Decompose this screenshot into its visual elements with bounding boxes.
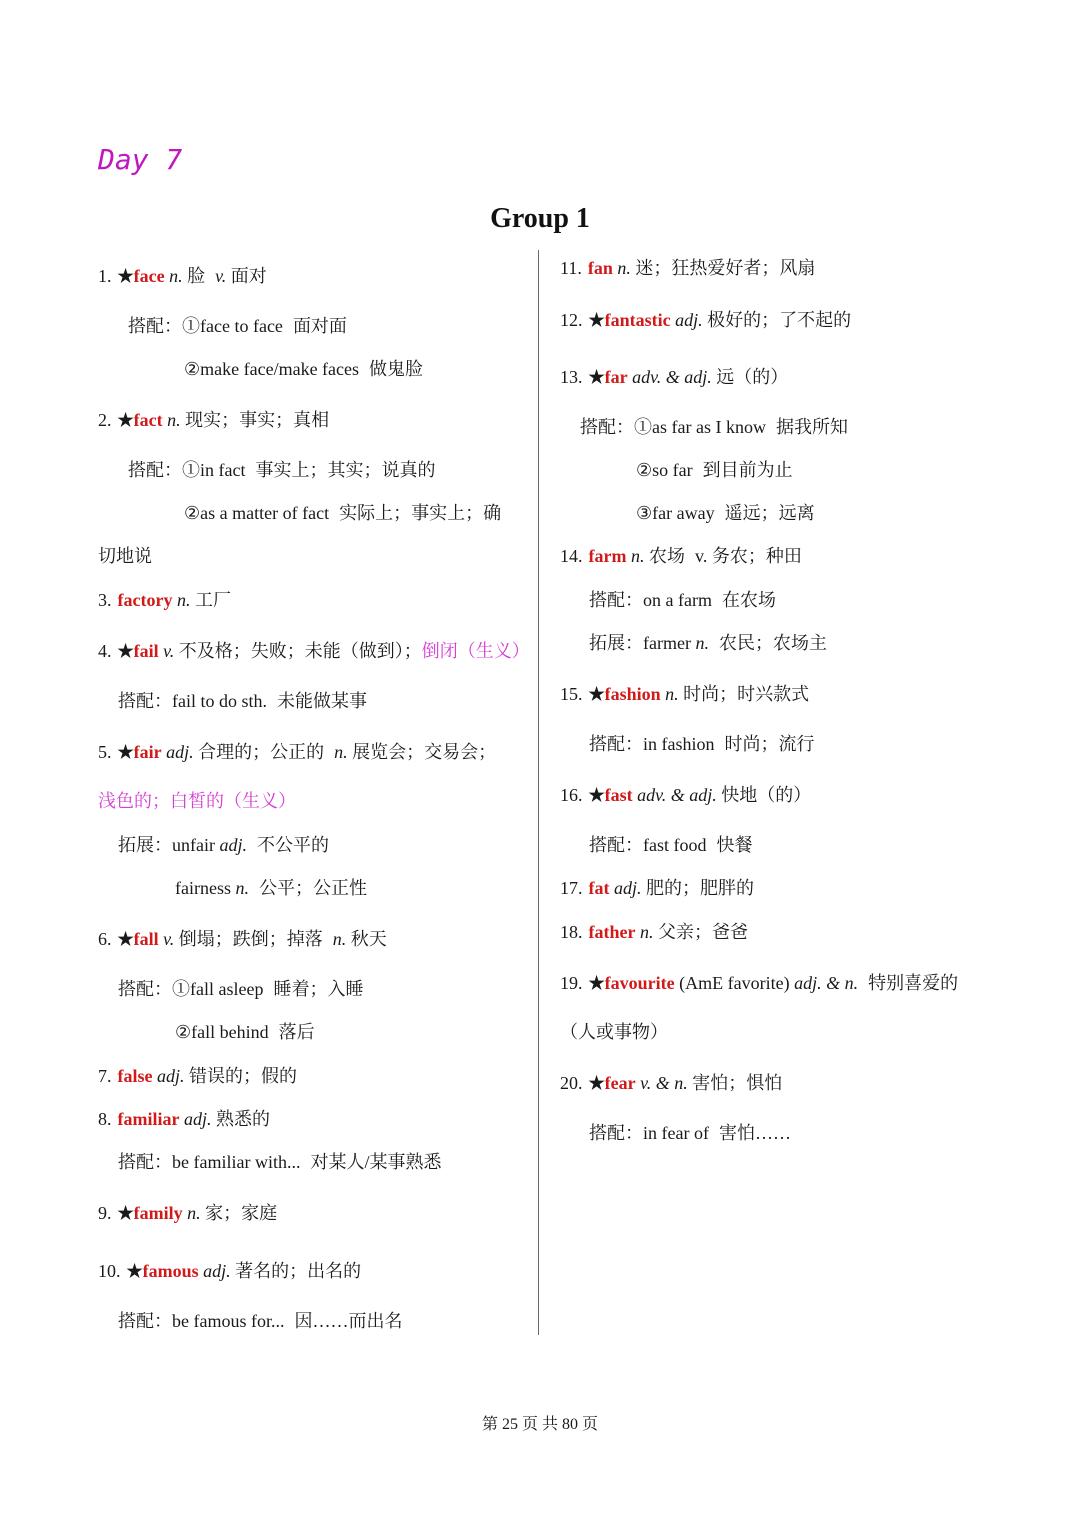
headword: far: [604, 367, 628, 387]
entry-5: 5. ★fair adj. 合理的；公正的 n. 展览会；交易会；: [98, 742, 497, 762]
extension-line: 拓展：farmer n. 农民；农场主: [589, 633, 827, 653]
headword: farm: [588, 546, 627, 566]
collocation-line: 搭配：①face to face 面对面: [128, 316, 347, 336]
extension-line: fairness n. 公平；公正性: [175, 878, 367, 898]
collocation-line: 搭配：in fear of 害怕……: [589, 1123, 791, 1143]
collocation-line: 搭配：in fashion 时尚；流行: [589, 734, 815, 754]
collocation-line: 搭配：①fall asleep 睡着；入睡: [118, 979, 364, 999]
entry-7: 7. false adj. 错误的；假的: [98, 1066, 298, 1086]
collocation-line: 搭配：①in fact 事实上；其实；说真的: [128, 460, 436, 480]
headword: fair: [133, 742, 162, 762]
collocation-line: 搭配：be familiar with... 对某人/某事熟悉: [118, 1152, 442, 1172]
entry-13: 13. ★far adv. & adj. 远（的）: [560, 367, 789, 387]
collocation-line: ③far away 遥远；远离: [636, 503, 815, 523]
headword: fat: [588, 878, 610, 898]
headword: fall: [133, 929, 159, 949]
entry-18: 18. father n. 父亲；爸爸: [560, 922, 748, 942]
entry-2: 2. ★fact n. 现实；事实；真相: [98, 410, 330, 430]
headword: false: [117, 1066, 153, 1086]
headword: family: [133, 1203, 183, 1223]
entry-16: 16. ★fast adv. & adj. 快地（的）: [560, 785, 812, 805]
extension-line: 拓展：unfair adj. 不公平的: [118, 835, 329, 855]
entry-20: 20. ★fear v. & n. 害怕；惧怕: [560, 1073, 783, 1093]
collocation-line: 搭配：fail to do sth. 未能做某事: [118, 691, 367, 711]
headword: fantastic: [604, 310, 671, 330]
entry-15: 15. ★fashion n. 时尚；时兴款式: [560, 684, 810, 704]
entry-8: 8. familiar adj. 熟悉的: [98, 1109, 270, 1129]
collocation-continuation: 切地说: [98, 546, 152, 566]
headword: face: [133, 266, 165, 286]
collocation-line: ②so far 到目前为止: [636, 460, 793, 480]
collocation-line: ②as a matter of fact 实际上；事实上；确: [184, 503, 502, 523]
headword: fact: [133, 410, 163, 430]
collocation-line: ②make face/make faces 做鬼脸: [184, 359, 424, 379]
entry-4: 4. ★fail v. 不及格；失败；未能（做到）；倒闭（生义）: [98, 641, 530, 661]
collocation-line: 搭配：be famous for... 因……而出名: [118, 1311, 403, 1331]
headword: fast: [604, 785, 633, 805]
collocation-line: 搭配：①as far as I know 据我所知: [580, 417, 848, 437]
headword: fear: [604, 1073, 636, 1093]
extra-meaning: 浅色的；白皙的（生义）: [98, 791, 296, 811]
headword: favourite: [604, 973, 675, 993]
day-title: Day 7: [98, 143, 183, 176]
column-divider: [538, 250, 539, 1335]
entry-6: 6. ★fall v. 倒塌；跌倒；掉落 n. 秋天: [98, 929, 387, 949]
entry-12: 12. ★fantastic adj. 极好的；了不起的: [560, 310, 852, 330]
collocation-line: 搭配：fast food 快餐: [589, 835, 753, 855]
entry-11: 11. fan n. 迷；狂热爱好者；风扇: [560, 258, 816, 278]
entry-17: 17. fat adj. 肥的；肥胖的: [560, 878, 755, 898]
entry-19: 19. ★favourite (AmE favorite) adj. & n. 特别喜爱的: [560, 973, 959, 993]
headword: fail: [133, 641, 159, 661]
group-title: Group 1: [490, 203, 590, 234]
collocation-line: 搭配：on a farm 在农场: [589, 590, 776, 610]
headword: father: [588, 922, 636, 942]
collocation-line: ②fall behind 落后: [175, 1022, 315, 1042]
headword: fashion: [604, 684, 661, 704]
headword: factory: [117, 590, 173, 610]
headword: famous: [142, 1261, 199, 1281]
entry-1: 1. ★face n. 脸 v. 面对: [98, 266, 267, 286]
entry-3: 3. factory n. 工厂: [98, 590, 231, 610]
headword: familiar: [117, 1109, 180, 1129]
entry-10: 10. ★famous adj. 著名的；出名的: [98, 1261, 362, 1281]
entry-14: 14. farm n. 农场 v. 务农；种田: [560, 546, 802, 566]
entry-9: 9. ★family n. 家；家庭: [98, 1203, 278, 1223]
page-footer: 第 25 页 共 80 页: [481, 1416, 598, 1433]
headword: fan: [587, 258, 613, 278]
meaning-continuation: （人或事物）: [560, 1022, 668, 1042]
